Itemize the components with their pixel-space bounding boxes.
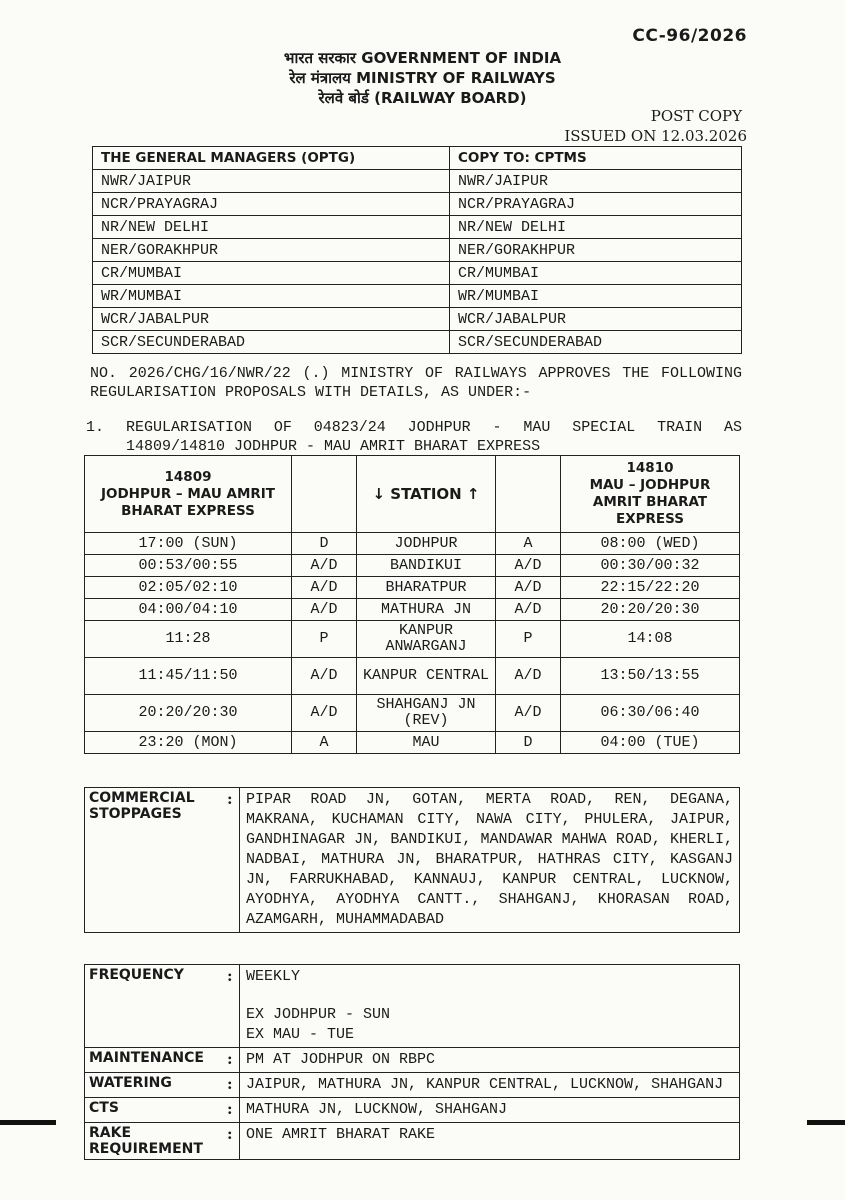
down-time: 00:53/00:55	[85, 555, 292, 577]
copy-cell: NER/GORAKHPUR	[450, 239, 742, 262]
station-name: MAU	[357, 732, 496, 754]
table-row	[85, 732, 740, 754]
down-train-name: JODHPUR – MAU AMRIT BHARAT EXPRESS	[100, 485, 276, 519]
gm-cell: NCR/PRAYAGRAJ	[93, 193, 450, 216]
watering-value: JAIPUR, MATHURA JN, KANPUR CENTRAL, LUCKNOW, SHAHGANJ	[240, 1073, 740, 1098]
copy-cell: CR/MUMBAI	[450, 262, 742, 285]
up-time: 06:30/06:40	[561, 695, 740, 732]
stoppages-label: COMMERCIAL STOPPAGES	[85, 788, 226, 933]
down-code: A	[292, 732, 357, 754]
document-id: CC-96/2026	[632, 26, 747, 46]
up-code: A	[496, 533, 561, 555]
issued-date: ISSUED ON 12.03.2026	[564, 127, 747, 145]
up-time: 00:30/00:32	[561, 555, 740, 577]
gm-cell: CR/MUMBAI	[93, 262, 450, 285]
gm-cell: NWR/JAIPUR	[93, 170, 450, 193]
down-time: 11:28	[85, 621, 292, 658]
stoppages-table	[84, 787, 740, 933]
table-row	[93, 262, 742, 285]
colon: :	[225, 1048, 240, 1073]
colon: :	[225, 788, 240, 933]
up-time: 04:00 (TUE)	[561, 732, 740, 754]
item-number: 1.	[86, 419, 105, 436]
table-row	[93, 193, 742, 216]
down-code: P	[292, 621, 357, 658]
down-train-header	[85, 456, 292, 533]
gm-cell: SCR/SECUNDERABAD	[93, 331, 450, 354]
up-code: A/D	[496, 599, 561, 621]
station-name: KANPUR CENTRAL	[357, 658, 496, 695]
copy-cell: NR/NEW DELHI	[450, 216, 742, 239]
down-code: A/D	[292, 555, 357, 577]
table-row	[85, 1048, 740, 1073]
watering-label: WATERING	[85, 1073, 226, 1098]
up-code: A/D	[496, 577, 561, 599]
station-name: BANDIKUI	[357, 555, 496, 577]
table-row	[85, 788, 740, 933]
station-name: JODHPUR	[357, 533, 496, 555]
down-code: D	[292, 533, 357, 555]
down-time: 23:20 (MON)	[85, 732, 292, 754]
frequency-label: FREQUENCY	[85, 965, 226, 1048]
gm-cell: NR/NEW DELHI	[93, 216, 450, 239]
maintenance-value: PM AT JODHPUR ON RBPC	[240, 1048, 740, 1073]
up-code: A/D	[496, 555, 561, 577]
rake-label: RAKE REQUIREMENT	[85, 1123, 226, 1160]
table-row	[93, 170, 742, 193]
stoppages-value: PIPAR ROAD JN, GOTAN, MERTA ROAD, REN, DEGANA, MAKRANA, KUCHAMAN CITY, NAWA CITY, PHULERA, JAIPUR, GANDHINAGAR JN, BANDIKUI, MANDAWAR MAHWA ROAD, KHERLI, NADBAI, MATHURA JN, BHARATPUR, HATHRAS CITY, KASGANJ JN, FARRUKHABAD, KANNAUJ, KANPUR CENTRAL, LUCKNOW, AYODHYA, AYODHYA CANTT., SHAHGANJ, KHORASAN ROAD, AZAMGARH, MUHAMMADABAD	[240, 788, 740, 933]
table-row	[93, 331, 742, 354]
details-table	[84, 964, 740, 1160]
copy-cell: NWR/JAIPUR	[450, 170, 742, 193]
table-row	[85, 533, 740, 555]
down-time: 04:00/04:10	[85, 599, 292, 621]
item-1	[86, 418, 742, 456]
frequency-ex-mau: EX MAU - TUE	[246, 1026, 355, 1043]
copy-cell: WR/MUMBAI	[450, 285, 742, 308]
table-row	[85, 965, 740, 1048]
header-line-government: भारत सरकार GOVERNMENT OF INDIA	[283, 49, 562, 67]
table-row	[93, 308, 742, 331]
table-row	[93, 239, 742, 262]
down-time: 11:45/11:50	[85, 658, 292, 695]
cts-label: CTS	[85, 1098, 226, 1123]
up-time: 14:08	[561, 621, 740, 658]
table-row	[85, 1123, 740, 1160]
up-time: 20:20/20:30	[561, 599, 740, 621]
down-code: A/D	[292, 599, 357, 621]
table-row	[85, 695, 740, 732]
right-scan-mark	[807, 1120, 845, 1125]
addressee-table	[92, 146, 742, 354]
gm-cell: WCR/JABALPUR	[93, 308, 450, 331]
copy-cell: NCR/PRAYAGRAJ	[450, 193, 742, 216]
addressee-header-row	[93, 147, 742, 170]
colon: :	[225, 1123, 240, 1160]
up-code: A/D	[496, 658, 561, 695]
copy-cell: WCR/JABALPUR	[450, 308, 742, 331]
station-name: MATHURA JN	[357, 599, 496, 621]
station-name: KANPUR ANWARGANJ	[357, 621, 496, 658]
timetable	[84, 455, 740, 754]
table-row	[85, 555, 740, 577]
table-row	[85, 577, 740, 599]
table-row	[85, 599, 740, 621]
station-name: SHAHGANJ JN (REV)	[357, 695, 496, 732]
table-row	[85, 658, 740, 695]
table-row	[85, 621, 740, 658]
table-row	[93, 216, 742, 239]
colon: :	[225, 965, 240, 1048]
left-scan-mark	[0, 1120, 56, 1125]
header-line-board: रेलवे बोर्ड (RAILWAY BOARD)	[318, 89, 527, 107]
colon: :	[225, 1098, 240, 1123]
up-code: P	[496, 621, 561, 658]
up-train-number: 14810	[626, 460, 674, 476]
down-train-number: 14809	[164, 468, 212, 485]
item-text: REGULARISATION OF 04823/24 JODHPUR - MAU SPECIAL TRAIN AS 14809/14810 JODHPUR - MAU AMRIT BHARAT EXPRESS	[126, 419, 742, 455]
up-train-name: MAU – JODHPUR AMRIT BHARAT EXPRESS	[589, 477, 711, 527]
down-code: A/D	[292, 577, 357, 599]
down-time: 20:20/20:30	[85, 695, 292, 732]
down-time: 02:05/02:10	[85, 577, 292, 599]
maintenance-label: MAINTENANCE	[85, 1048, 226, 1073]
gm-column-header: THE GENERAL MANAGERS (OPTG)	[93, 147, 450, 170]
frequency-main: WEEKLY	[246, 968, 301, 985]
station-header: ↓ STATION ↑	[357, 456, 496, 533]
down-time: 17:00 (SUN)	[85, 533, 292, 555]
up-code: A/D	[496, 695, 561, 732]
header-line-ministry: रेल मंत्रालय MINISTRY OF RAILWAYS	[289, 69, 556, 87]
table-row	[85, 1073, 740, 1098]
down-code: A/D	[292, 695, 357, 732]
gm-cell: NER/GORAKHPUR	[93, 239, 450, 262]
up-time: 08:00 (WED)	[561, 533, 740, 555]
station-name: BHARATPUR	[357, 577, 496, 599]
timetable-header-row	[85, 456, 740, 533]
post-copy-label: POST COPY	[650, 107, 742, 125]
table-row	[93, 285, 742, 308]
copy-to-column-header: COPY TO: CPTMS	[450, 147, 742, 170]
down-code: A/D	[292, 658, 357, 695]
copy-cell: SCR/SECUNDERABAD	[450, 331, 742, 354]
up-code: D	[496, 732, 561, 754]
table-row	[85, 1098, 740, 1123]
up-time: 22:15/22:20	[561, 577, 740, 599]
up-time: 13:50/13:55	[561, 658, 740, 695]
cts-value: MATHURA JN, LUCKNOW, SHAHGANJ	[240, 1098, 740, 1123]
up-train-header	[561, 456, 740, 533]
rake-value: ONE AMRIT BHARAT RAKE	[240, 1123, 740, 1160]
approval-paragraph: NO. 2026/CHG/16/NWR/22 (.) MINISTRY OF RAILWAYS APPROVES THE FOLLOWING REGULARISATION PROPOSALS WITH DETAILS, AS UNDER:-	[90, 365, 742, 401]
frequency-ex-jodhpur: EX JODHPUR - SUN	[246, 1006, 391, 1023]
frequency-value	[240, 965, 740, 1048]
colon: :	[225, 1073, 240, 1098]
gm-cell: WR/MUMBAI	[93, 285, 450, 308]
